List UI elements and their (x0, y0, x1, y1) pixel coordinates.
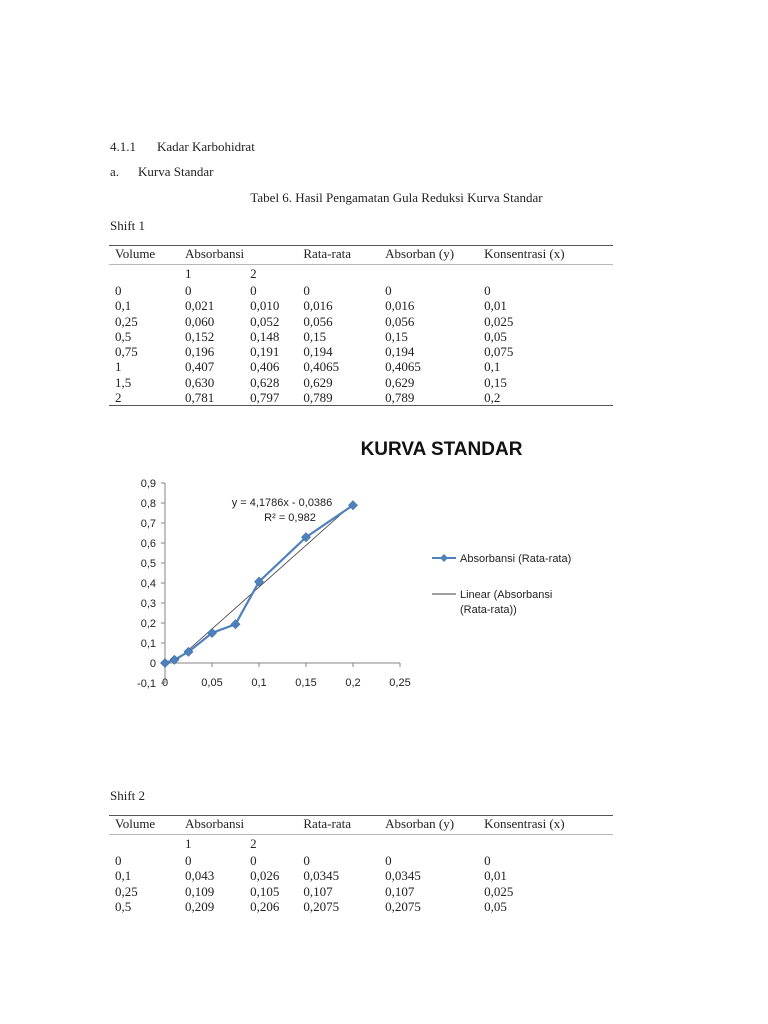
header-row-cell: Rata-rata (297, 816, 379, 835)
table-row-cell: 1,5 (115, 374, 132, 390)
table-row-cell: 0,109 (184, 883, 215, 899)
y-tick-label: 0,4 (140, 578, 156, 590)
header-row-cell: Absorban (y) (379, 816, 478, 835)
table-row-cell: 0,206 (250, 898, 280, 914)
y-tick-label: 0,9 (140, 478, 156, 490)
table-row (109, 868, 613, 883)
subheader-row-cell (109, 835, 179, 854)
trendline (178, 504, 353, 660)
header-row-cell: Volume (109, 816, 179, 835)
table-row-cell: 0,628 (250, 374, 280, 390)
table-row-cell: 0,629 (385, 374, 415, 390)
x-tick-label: 0,05 (201, 677, 223, 689)
subheader-row-cell: 1 (184, 266, 192, 281)
table-row-cell: 0,406 (250, 359, 280, 375)
y-tick-label: 0,1 (140, 638, 156, 650)
x-tick-label: 0 (161, 677, 169, 689)
table-row-cell: 0,2 (478, 390, 613, 406)
table-row-cell: 0,25 (115, 883, 138, 899)
subsection-title: Kurva Standar (138, 164, 214, 179)
section-title: Kadar Karbohidrat (157, 139, 255, 154)
table-row (109, 899, 613, 914)
table-row-cell: 0,194 (303, 344, 333, 360)
table-row-cell: 0,4065 (303, 359, 340, 375)
table-row-cell: 0,1 (115, 868, 132, 884)
table-row-cell: 0,4065 (385, 359, 421, 375)
x-tick-label: 0,15 (295, 677, 317, 689)
subheader-row-cell (379, 835, 478, 854)
table-row-cell: 0 (385, 283, 392, 298)
subheader-row-cell (478, 835, 613, 854)
header-row-cell: Volume (109, 246, 179, 265)
table-row-cell: 0,789 (297, 390, 379, 406)
table-row-cell: 0,107 (385, 883, 415, 899)
table-row-cell: 0,056 (385, 313, 415, 329)
header-row-cell: Rata-rata (297, 246, 379, 265)
header-row-cell: Absorbansi (179, 816, 244, 835)
table-row-cell: 0 (250, 853, 257, 868)
table-row-cell: 0,789 (379, 390, 478, 406)
table-row-cell: 0,043 (184, 868, 215, 884)
y-tick-label: 0,6 (140, 538, 156, 550)
table-row-cell: 0,196 (184, 344, 215, 360)
table-row-cell: 0 (184, 283, 192, 298)
table-row-cell: 0,026 (250, 868, 280, 884)
table-row-cell: 0 (303, 853, 310, 868)
subheader-row-cell: 1 (184, 836, 192, 851)
table-row-cell: 0,021 (184, 298, 215, 314)
table-row-cell: 2 (109, 390, 179, 406)
table-row-cell: 0,5 (115, 328, 132, 344)
y-tick-label: 0,5 (140, 558, 156, 570)
table-row-cell: 0,056 (303, 313, 333, 329)
y-tick-label: 0,2 (140, 618, 156, 630)
header-row-cell (244, 816, 297, 835)
chart-title: KURVA STANDAR (360, 439, 523, 460)
data-point (231, 620, 240, 629)
table-row-cell: 0,01 (484, 298, 507, 314)
table-row-cell: 0,052 (250, 313, 280, 329)
table-row-cell: 0,15 (484, 374, 507, 390)
table-row-cell: 0,0345 (385, 868, 421, 884)
table-row-cell: 0,209 (184, 898, 215, 914)
legend-trend-label-line2: (Rata-rata)) (460, 604, 517, 616)
table-row-cell: 0 (385, 853, 392, 868)
table-row-cell: 0,025 (484, 313, 514, 329)
table-row-cell: 0,105 (250, 883, 280, 899)
table-row-cell: 0,5 (115, 898, 132, 914)
subheader-row (109, 835, 613, 854)
table-row (109, 884, 613, 899)
legend-series-label: Absorbansi (Rata-rata) (460, 553, 572, 565)
table-row-cell: 0,016 (303, 298, 333, 314)
table-row-cell: 0,107 (303, 883, 333, 899)
header-row-cell: Konsentrasi (x) (478, 246, 613, 265)
table-row-cell: 0,2075 (385, 898, 421, 914)
table-row-cell: 0,060 (184, 313, 215, 329)
table-row-cell: 0,1 (115, 298, 132, 314)
table-row-cell: 0,781 (179, 390, 244, 406)
subheader-row-cell: 2 (250, 266, 257, 281)
table-row-cell: 0,194 (385, 344, 415, 360)
table-row-cell: 0,407 (184, 359, 215, 375)
table-row-cell: 0,075 (484, 344, 514, 360)
table-row-cell: 0,025 (484, 883, 514, 899)
table-row-cell: 0 (115, 853, 122, 868)
table-row-cell: 0,016 (385, 298, 415, 314)
table-row-cell: 0 (115, 283, 122, 298)
header-row-cell: Absorban (y) (379, 246, 478, 265)
shift2-label: Shift 2 (110, 788, 146, 803)
table-row-cell: 0,05 (484, 328, 507, 344)
table-row (109, 853, 613, 868)
y-tick-label: 0,3 (140, 598, 156, 610)
table-row-cell: 0,152 (184, 328, 215, 344)
table-row-cell: 0 (250, 283, 257, 298)
table-row-cell: 0 (303, 283, 310, 298)
header-row-cell: Konsentrasi (x) (478, 816, 613, 835)
y-tick-label: 0,8 (140, 498, 156, 510)
table-row-cell: 0,25 (115, 313, 138, 329)
trend-equation: y = 4,1786x - 0,0386 (231, 497, 333, 509)
table-row-cell: 1 (115, 359, 122, 375)
table-row-cell: 0,75 (115, 344, 138, 360)
legend-trend-label-line1: Linear (Absorbansi (460, 589, 553, 601)
table-row-cell: 0,630 (184, 374, 215, 390)
subsection-letter: a. (110, 164, 120, 179)
table-row-cell: 0,15 (385, 328, 408, 344)
x-tick-label: 0,1 (251, 677, 267, 689)
subheader-row-cell (297, 835, 379, 854)
y-tick-label: -0,1 (137, 678, 156, 690)
table-row-cell: 0,01 (484, 868, 507, 884)
trend-r-squared: R² = 0,982 (264, 512, 316, 524)
table-row-cell: 0 (184, 853, 192, 868)
data-point (161, 659, 170, 668)
table-row-cell: 0,1 (484, 359, 501, 375)
table-row-cell: 0,797 (244, 390, 297, 406)
table-row-cell: 0 (484, 283, 491, 298)
shift1-label: Shift 1 (110, 218, 146, 233)
table-row-cell: 0,191 (250, 344, 280, 360)
table-caption: Tabel 6. Hasil Pengamatan Gula Reduksi Kurva Standar (250, 190, 543, 205)
legend (432, 553, 571, 616)
legend-series-marker (440, 554, 448, 562)
section-number: 4.1.1 (110, 139, 136, 154)
y-tick-label: 0,7 (140, 518, 156, 530)
shift2-table (109, 815, 613, 914)
y-tick-label: 0 (149, 658, 156, 670)
x-tick-label: 0,25 (389, 677, 411, 689)
table-row-cell: 0 (484, 853, 491, 868)
header-row (109, 816, 613, 835)
header-row-cell: Absorbansi (179, 246, 244, 265)
subheader-row-cell: 2 (250, 836, 257, 851)
table-row-cell: 0,15 (303, 328, 327, 344)
x-tick-label: 0,2 (345, 677, 361, 689)
table-row-cell: 0,05 (484, 898, 507, 914)
table-row-cell: 0,148 (250, 328, 280, 344)
table-row-cell: 0,2075 (303, 898, 340, 914)
table-row-cell: 0,010 (250, 298, 280, 314)
table-row-cell: 0,629 (303, 374, 333, 390)
table-row-cell: 0,0345 (303, 868, 340, 884)
